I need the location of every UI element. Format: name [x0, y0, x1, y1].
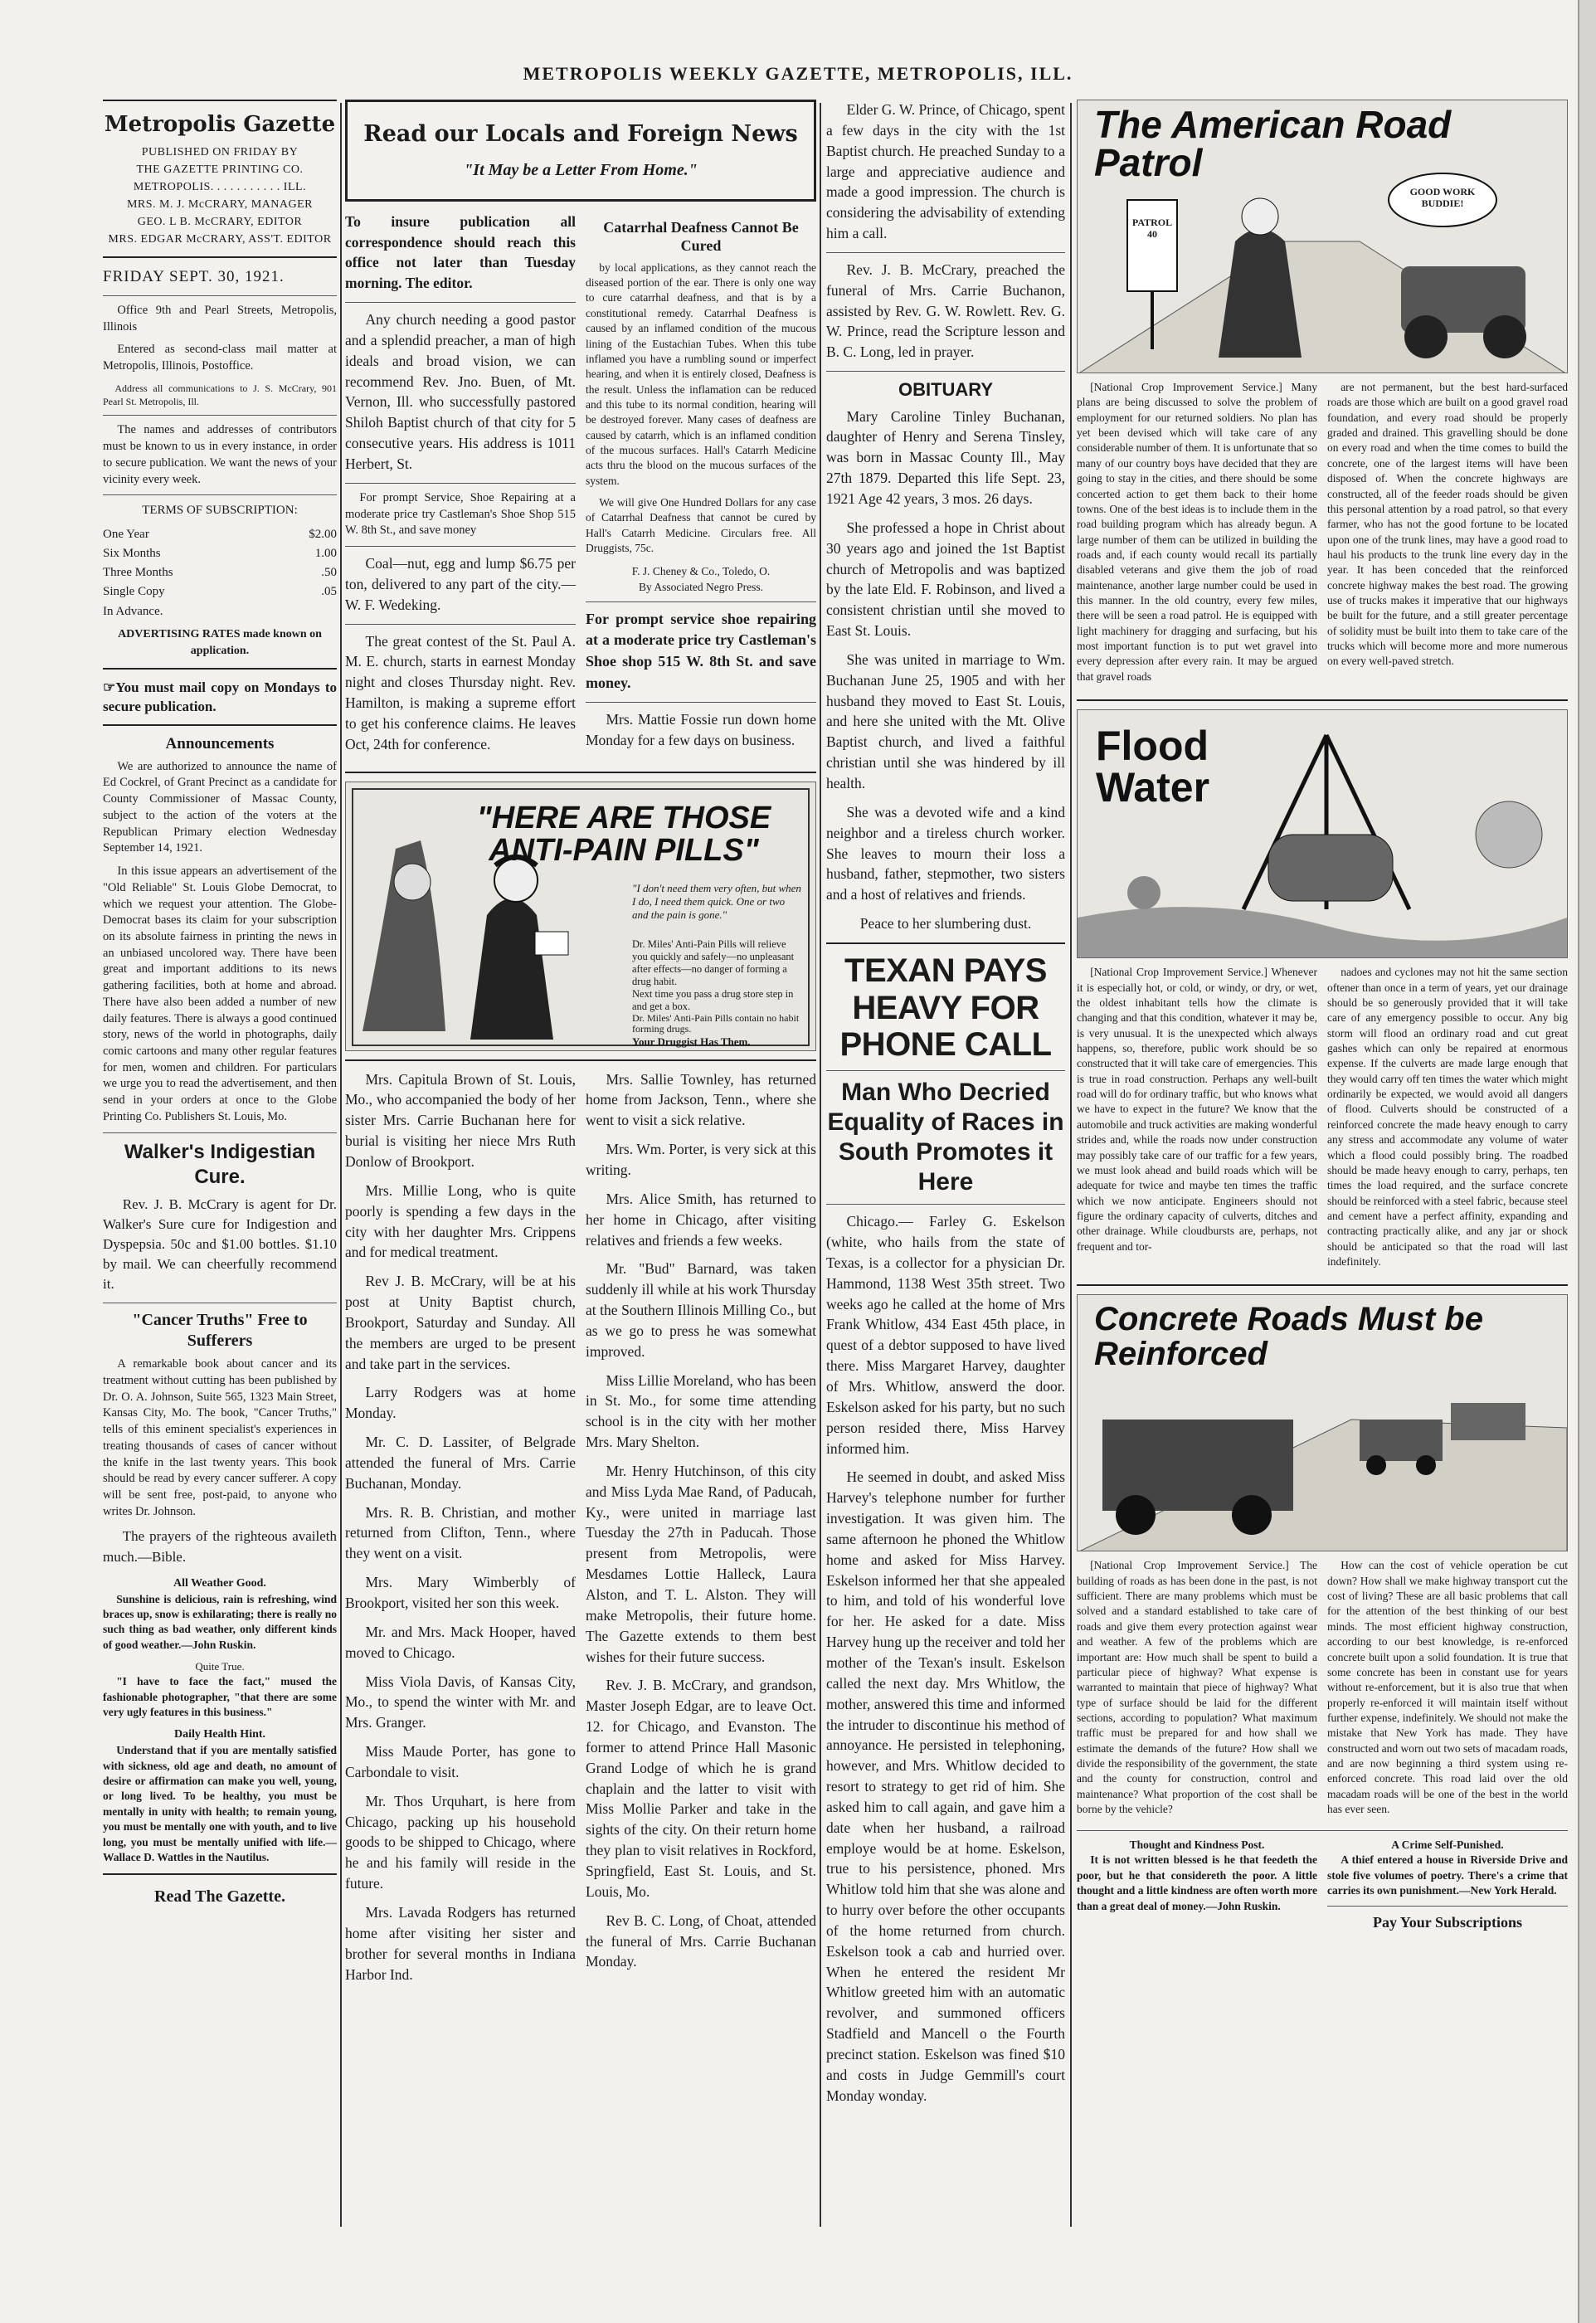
bottom-section — [1077, 1838, 1568, 1932]
term-label: Six Months — [103, 546, 161, 560]
local-item: Mrs. Lavada Rodgers has returned home after visiting her sister and brother for several months in Indiana Harbor Ind. — [345, 1903, 576, 1983]
texan-paragraph: He seemed in doubt, and asked Miss Harvey's telephone number for further investigation. It was given him. The same afternoon he phoned the Whitlow home and asked for Miss Harvey. Eskelson informed her that she appealed to him, and told of his wonderful love for her. He asked for a date. Miss Harvey hung up the receiver and told her mother of the Texan's insult. Eskelson called the next day. Mrs Whitlow, the mother, answered this time and informed the intruder to discontinue his method of annoyance. He persisted in telephoning, however, and Mrs. Whitlow decided to resort to strategy to get rid of him. She asked him to call again, and gave him a date when her husband, a railroad employe would be at home. Eskelson, true to his persistence, phoned. Mrs Whitlow told him that she was alone and to hurry over before the other occupants of the home returned from church. Eskelson took a cab and hurried over. When he entered the resident Mr Whitlow greeted him with an automatic revolver, and summoned officers Stadfield and Mancell o the Fourth precinct station. Eskelson was fined $10 and costs in Judge Gemmill's court Monday wonday. — [826, 1468, 1065, 2104]
coal-text: Coal—nut, egg and lump $6.75 per ton, delivered to any part of the city.—W. F. Wedeking. — [345, 555, 576, 613]
term-value: .05 — [321, 585, 337, 599]
cancer-text: A remarkable book about cancer and its treatment without cutting has been published by Dr. O. A. Johnson, Suite 565, 1323 Main Street, Kansas City, Mo. The book, "Cancer Truths," tells of this eminent specialist's experiences in treating thousands of cases of cancer without the knife in the last twenty years. This book should be read by every cancer sufferer. A copy will be sent free, post-paid, to anyone who writes Dr. Johnson. — [103, 1357, 337, 1518]
cancer-title: "Cancer Truths" Free to Sufferers — [132, 1311, 308, 1351]
thought-text: It is not written blessed is he that feedeth the poor, but he that considereth the poor. A little thought and a little kindness are often worth more than a great deal of money.—John Ruskin. — [1077, 1853, 1317, 1912]
term-label: Three Months — [103, 566, 173, 580]
local-item: Mr. and Mrs. Mack Hooper, haved moved to Chicago. — [345, 1623, 576, 1661]
local-item: Mrs. Millie Long, who is quite poorly is spending a few days in the city with her daughter Mrs. Crippens and for medical treatment. — [345, 1181, 576, 1261]
flood-text-a: [National Crop Improvement Service.] Whenever it is especially hot, or cold, or windy, or dry, or wet, the oldest inhabitant tells how the climate is changing and that this condition, whatever it may be, is very unusual. It is the unexpected which always happens, so, therefore, public work should be so constructed that it will take care of emergencies. This is true in road construction. Perhaps any well-built road will do for ordinary traffic, but who knows what we have to expect in the future? We know that the automobile and truck activities are making wonderful strides and, while the roads now under construction may possibly take care of our traffic for a few years, we must look ahead and build roads which will be adequate for twice and maybe ten times the traffic which we now anticipate. Engineers should not figure the ordinary capacity of culverts, ditches and other drainage. While cloudbursts are, perhaps, not frequent and tor- — [1077, 966, 1317, 1253]
concrete-text-b: How can the cost of vehicle operation be cut down? How shall we make highway transport cut the cost of living? These are all basic problems that call for the attention of the best thinking of our best minds. The most efficient highway construction, according to our best knowledge, is re-enforced concrete built upon a solid foundation. It is true that some concrete has been in constant use for years without re-enforcement, but it is also true that when properly re-enforced it will maintain itself without further expense, indefinitely. We should not make the mistake that New York has made. They have constructed and worn out two sets of macadam roads, and are now beginning a third system using re-enforced concrete. This road laid over the old macadam roads will be one of the best in the world has ever seen. — [1327, 1559, 1568, 1816]
pain-pills-next: Next time you pass a drug store step in and get a box. — [632, 987, 794, 1012]
texan-headline: TEXAN PAYS HEAVY FOR PHONE CALL — [839, 952, 1052, 1064]
obituary-paragraph: She professed a hope in Christ about 30 years ago and joined the 1st Baptist church of Metropolis and was baptized by the late Eld. F. Robinson, and lived a consistent christian until she moved to East St. Louis. — [826, 519, 1065, 640]
locals-section — [345, 1069, 816, 1994]
company-line: THE GAZETTE PRINTING CO. — [136, 163, 304, 176]
patrol-text-a: [National Crop Improvement Service.] Many plans are being discussed to solve the problem of employment for our returned soldiers. No plan has yet been devised which will take care of any considerable number of them. It is unfortunate that so many of our country boys have decided that they are going to stay in the cities, and there should be some concerted action to get them back to their home towns. One of the best ideas is to include them in the road building program which has already begun. A large number of them can be utilized in building the roads and, if each county would recall its partially disabled veterans and give them the job of road maintenance, another large number could be used in this manner. In the old country, every few miles, there will be seen a road patrol. He is equipped with light machinery for dragging and surfacing, but his most important function is to put wet gravel into every depression after every rain. It may be argued that gravel roads — [1077, 381, 1317, 683]
local-item: Miss Lillie Moreland, who has been in St. Mo., for some time attending school is in the city with her mother Mrs. Mary Shelton. — [586, 1371, 816, 1451]
column-rule — [1070, 103, 1072, 2227]
local-item: Mrs. Alice Smith, has returned to her home in Chicago, after visiting relatives and friends a few weeks. — [586, 1190, 816, 1249]
quite-true-title: Quite True. — [195, 1659, 245, 1673]
globe-democrat-text: In this issue appears an advertisement of the "Old Reliable" St. Louis Globe Democrat, to which we request your attention. The Globe-Democrat bases its claim for your subscription on its absolute fairness in printing the news in an unbiased uncolored way. There have been great and important additions to its news gathering facilities, both at home and abroad. There have also been added a number of new daily features. There is always a good continued story, news of the world in photographs, daily comic cartoons and many other regular features for men, women and children. For particulars we urge you to read the advertisement, and then send in your orders at once to the Globe Printing Co. Publishers St. Louis, Mo. — [103, 864, 337, 1123]
peace-line: Peace to her slumbering dust. — [859, 915, 1032, 933]
manager-line: MRS. M. J. McCRARY, MANAGER — [126, 197, 314, 211]
top-section — [345, 212, 816, 763]
crime-title: A Crime Self-Punished. — [1391, 1838, 1504, 1852]
insure-notice: To insure publication all correspondence should reach this office not later than Tuesday morning. The editor. — [345, 212, 576, 292]
fossie-text: Mrs. Mattie Fossie run down home Monday for a few days on business. — [586, 711, 816, 748]
concrete-roads-title: Concrete Roads Must be Reinforced — [1094, 1301, 1483, 1373]
locals-ad-title: Read our Locals and Foreign News — [363, 121, 798, 147]
entered-notice: Entered as second-class mail matter at Metropolis, Illinois, Postoffice. — [103, 343, 337, 373]
locals-ad-subtitle: "It May be a Letter From Home." — [464, 161, 698, 180]
patrol-sign: PATROL 40 — [1131, 217, 1173, 241]
speech-bubble: GOOD WORK BUDDIE! — [1409, 186, 1476, 209]
term-label: One Year — [103, 527, 149, 541]
health-title: Daily Health Hint. — [173, 1728, 266, 1741]
column-2 — [345, 100, 816, 2257]
road-patrol-title: The American Road Patrol — [1094, 103, 1452, 184]
asst-editor-line: MRS. EDGAR McCRARY, ASS'T. EDITOR — [108, 232, 332, 246]
contest-text: The great contest of the St. Paul A. M. E. church, starts in earnest Monday night and closes Thursday night. Rev. Hamilton, is making a supreme effort to get his conference claims. He leaves Oct, 24th for conference. — [345, 632, 576, 752]
issue-date: FRIDAY SEPT. 30, 1921. — [103, 267, 285, 285]
terms-row — [103, 582, 337, 601]
pain-pills-habit: Dr. Miles' Anti-Pain Pills contain no habit forming drugs. — [632, 1011, 800, 1035]
quite-true-text: "I have to face the fact," mused the fashionable photographer, "that there are some very ugly features in this business." — [103, 1675, 337, 1719]
negro-press: By Associated Negro Press. — [639, 580, 763, 593]
catarrh-offer: We will give One Hundred Dollars for any case of Catarrhal Deafness that cannot be cured by Hall's Catarrh Medicine. Circulars free. All Druggists, 75c. — [586, 496, 816, 555]
contributors-notice: The names and addresses of contributors must be known to us in every instance, in order to secure publication. We want the news of your vicinity every week. — [103, 423, 337, 486]
road-patrol-illustration — [1077, 100, 1568, 373]
term-value: .50 — [321, 566, 337, 580]
term-value — [270, 602, 337, 621]
pain-pills-sign: Your Druggist Has Them. — [632, 1035, 751, 1048]
local-item: Mrs. Wm. Porter, is very sick at this writing. — [586, 1141, 816, 1178]
terms-row — [103, 525, 337, 544]
texan-paragraph: Chicago.— Farley G. Eskelson (white, who hails from the state of Texas, is a collector for a physician Dr. Hammond, 1138 West 35th street. Two weeks ago he called at the home of Mrs Frank Whitlow, 434 East 45th place, in quest of a debtor supposed to have lived there. Miss Margaret Harvey, daughter of Mrs. Whitlow, answerd the door. Eskelson asked for his party, but no such person resided there, Miss Harvey informed him. — [826, 1213, 1065, 1457]
local-item: Mr. Henry Hutchinson, of this city and Miss Lyda Mae Rand, of Paducah, Ky., were united in marriage last Tuesday the 27th in Paducah. Those present from Metropolis, were Mesdames Lottie Halleck, Laura Alston, and T. L. Alston. They will make Metropolis, their future home. The Gazette extends to them best wishes for their future success. — [586, 1462, 816, 1665]
catarrh-text: by local applications, as they cannot reach the diseased portion of the ear. There is only one way to cure catarrhal deafness, and that is by a constitutional remedy. Catarrhal Deafness is caused by an inflamed condition of the mucous lining of the Eustachian Tubes. When this tube inflamed you have a rumbling sound or imperfect hearing, and when it is entirely closed, Deafness is the result. Unless the inflamation can be reduced and this tube to its normal condition, hearing will be destroyed forever. Many cases of deafness are caused by catarrh, which is an inflamed condition of the mucous surfaces. Hall's Catarrh Medicine acts thru the blood on the mucous surfaces of the system. — [586, 261, 816, 487]
church-text: Any church needing a good pastor and a splendid preacher, a man of high ideals and broad vision, we can recommend Rev. Jno. Buen, of Mt. Vernon, Ill. who successfully pastored Shiloh Baptist church of that city for 5 consecutive years. His address is 1011 Herbert, St. — [345, 311, 576, 472]
flood-water-text — [1077, 965, 1568, 1276]
terms-title: TERMS OF SUBSCRIPTION: — [142, 504, 298, 518]
road-patrol-text — [1077, 380, 1568, 691]
concrete-text-a: [National Crop Improvement Service.] The building of roads as has been done in the past, is not sufficient. There are many problems which must be solved and a standard established to take care of roads and give them every protection against wear and weather. A few of the problems which are important are: How much shall be spent to build a particular piece of highway? What expense is warranted to maintain that piece of highway? What type of surface should be laid for the different sections, according to population? What maximum traffic must be prepared for and how shall we estimate the demands of the future? How shall we divide the responsibility of the government, the state and the county for construction, control and maintenance? What proportion of the cost shall be borne by the vehicle? — [1077, 1559, 1317, 1816]
address-notice: Address all communications to J. S. McCrary, 901 Pearl St. Metropolis, Ill. — [103, 382, 337, 408]
catarrh-signature: F. J. Cheney & Co., Toledo, O. — [631, 564, 771, 577]
page-masthead: METROPOLIS WEEKLY GAZETTE, METROPOLIS, ILL. — [523, 63, 1073, 84]
weather-title: All Weather Good. — [173, 1576, 266, 1590]
shoe-repair-big: For prompt service shoe repairing at a moderate price try Castleman's Shoe shop 515 W. 8th St. and save money. — [586, 610, 816, 691]
local-item: Mrs. Capitula Brown of St. Louis, Mo., who accompanied the body of her sister Mrs. Carrie Buchanan here for burial is visiting her niece Mrs Ruth Donlow of Brookport. — [345, 1070, 576, 1170]
flood-water-illustration — [1077, 709, 1568, 958]
read-gazette: Read The Gazette. — [154, 1887, 285, 1907]
paper-name: Metropolis Gazette — [104, 112, 336, 137]
texan-subheadline: Man Who Decried Equality of Races in South Promotes it Here — [827, 1079, 1064, 1196]
local-item: Mr. "Bud" Barnard, was taken suddenly ill while at his work Thursday at the Southern Illinois Milling Co., but as we go to press he was somewhat improved. — [586, 1260, 816, 1360]
catarrh-title: Catarrhal Deafness Cannot Be Cured — [603, 218, 799, 255]
column-rule — [820, 103, 821, 2227]
local-item: Larry Rodgers was at home Monday. — [345, 1384, 576, 1422]
local-item: Mr. C. D. Lassiter, of Belgrade attended the funeral of Mrs. Carrie Buchanan, Monday. — [345, 1434, 576, 1492]
thought-title: Thought and Kindness Post. — [1129, 1838, 1265, 1852]
weather-text: Sunshine is delicious, rain is refreshing, wind braces up, snow is exhilarating; there is really no such thing as bad weather, only different kinds of good weather.—John Ruskin. — [103, 1592, 337, 1651]
published-line: PUBLISHED ON FRIDAY BY — [141, 145, 299, 158]
obituary-paragraph: Mary Caroline Tinley Buchanan, daughter of Henry and Serena Tinsley, was born in Massac County Ill., May 27th 1879. Departed this life Sept. 23, 1921 Age 42 years, 3 mos. 26 days. — [826, 407, 1065, 507]
local-item: Miss Maude Porter, has gone to Carbondale to visit. — [345, 1743, 576, 1780]
local-item: Rev B. C. Long, of Choat, attended the funeral of Mrs. Carrie Buchanan Monday. — [586, 1911, 816, 1970]
pain-pills-body: Dr. Miles' Anti-Pain Pills will relieve you quickly and safely—no unpleasant after effects—no danger of forming a drug habit. — [632, 937, 795, 987]
flood-text-b: nadoes and cyclones may not hit the same section oftener than once in a term of years, yet our drainage should be so generously provided that it will take care of any emergency possible to occur. Any big storm will flood an ordinary road and cut great gashes which can only be repaired at enormous expense. If the culverts are made large enough that they would carry off ten times the water which might ordinarily be expected, we would avoid all dangers of flood. Culverts should be constructed of a reinforced concrete the made heavy enough to carry any stress and accommodate any volume of water which a flood could possibly bring. The roadbed should be made heavy enough to carry, perhaps, ten times the load required, and the surface concrete should be reinforced with a steel fabric, because steel and cement have a perfect affinity, expanding and contracting practically alike, and any jar or shock should be anticipated so that the road will last indefinitely. — [1327, 966, 1568, 1269]
terms-row — [103, 544, 337, 563]
term-value: $2.00 — [309, 527, 337, 541]
local-item: Mrs. R. B. Christian, and mother returned from Clifton, Tenn., where they went on a visit. — [345, 1503, 576, 1562]
announcement-text: We are authorized to announce the name of Ed Cockrel, of Grant Precinct as a candidate for County Commissioner of Massac County, subject to the action of the voters at the Republican Primary election Wednesday September 14, 1921. — [103, 759, 337, 855]
pain-pills-quote: "I don't need them very often, but when I do, I need them quick. One or two and the pain is gone." — [632, 881, 801, 922]
prince-text: Elder G. W. Prince, of Chicago, spent a few days in the city with the 1st Baptist church. He preached Sunday to a large and appreciative audience and made a good impression. The church is considering the advisability of extending him a call. — [826, 101, 1065, 242]
place-line: METROPOLIS. . . . . . . . . . . ILL. — [133, 180, 307, 193]
health-text: Understand that if you are mentally satisfied with sickness, old age and death, no amount of desire or affirmation can make you well, young, or long lived. To be healthy, you must be mentally in unity with health; to remain young, you must be mentally one with youth, and to live long, you must be mentally unified with life.—Wallace D. Wattles in the Nautilus. — [103, 1744, 337, 1863]
local-item: Mrs. Mary Wimberbly of Brookport, visited her son this week. — [345, 1574, 576, 1611]
walker-text: Rev. J. B. McCrary is agent for Dr. Walker's Sure cure for Indigestion and Dyspepsia. 50c and $1.00 bottles. $1.10 by mail. We can cheerfully recommend it. — [103, 1196, 337, 1293]
mail-copy-notice: ☞You must mail copy on Mondays to secure publication. — [103, 679, 337, 714]
shoe-repair-small: For prompt Service, Shoe Repairing at a moderate price try Castleman's Shoe Shop 515 W. 8th St., and save money — [345, 490, 576, 538]
concrete-roads-text — [1077, 1558, 1568, 1824]
term-label: In Advance. — [103, 604, 163, 618]
anti-pain-pills-ad — [345, 782, 816, 1051]
flood-water-title: Flood Water — [1096, 723, 1210, 811]
obituary-paragraph: She was a devoted wife and a kind neighbor and a tireless church worker. She leaves to mourn their loss a husband, father, stepmother, two sisters and a host of relatives and friends. — [826, 803, 1065, 903]
locals-ad-box — [345, 100, 816, 202]
pay-subscriptions: Pay Your Subscriptions — [1372, 1913, 1523, 1931]
funeral-text: Rev. J. B. McCrary, preached the funeral of Mrs. Carrie Buchanon, assisted by Rev. G. W. Rowlett. Rev. G. W. Prince, read the Scripture lesson and B. C. Long, led in prayer. — [826, 261, 1065, 361]
prayers-text: The prayers of the righteous availeth much.—Bible. — [103, 1528, 337, 1565]
obituary-title: OBITUARY — [898, 379, 994, 401]
column-4 — [1077, 100, 1568, 2257]
patrol-text-b: are not permanent, but the best hard-surfaced roads are those which are built on a good gravel road foundation, and every road should be properly graded and drained. This gravelling should be done on every road and when the time comes to build the concrete, one of the largest items will have been disposed of. When the concrete highways are constructed, all of the feeder roads should be given this personal attention by a road patrol, so that every farmer, who has not the good fortune to be located upon one of the trunk lines, may have a good road to haul his products to the trunk line every day in the year. It has been conceded that the reinforced concrete highway makes the best road. The growing use of trucks makes it imperative that our highways be built for the future, and a still greater percentage of solidity must be built into them to take care of the trucks which will become more and more numerous on every well-paved stretch. — [1327, 381, 1568, 668]
announcements-title: Announcements — [165, 735, 275, 752]
advertising-rates: ADVERTISING RATES made known on application. — [118, 628, 322, 657]
office-address: Office 9th and Pearl Streets, Metropolis, Illinois — [103, 303, 337, 334]
concrete-roads-illustration — [1077, 1294, 1568, 1551]
obituary-paragraph: She was united in marriage to Wm. Buchanan June 25, 1905 and with her husband they moved to East St. Louis, and here she united with the Mt. Olive Baptist church, and lived a faithful christian until she was hindered by ill health. — [826, 650, 1065, 791]
local-item: Rev J. B. McCrary, will be at his post at Unity Baptist church, Brookport, Saturday and Sunday. All the members are urged to be present and take part in the services. — [345, 1273, 576, 1372]
walker-title: Walker's Indigestian Cure. — [124, 1140, 316, 1188]
terms-row — [103, 602, 337, 621]
crime-text: A thief entered a house in Riverside Drive and stole five volumes of poetry. There's a crime that carries its own punishment.—New York Herald. — [1327, 1853, 1568, 1897]
pain-pills-title: "HERE ARE THOSE ANTI-PAIN PILLS" — [476, 800, 771, 869]
editor-line: GEO. L B. McCRARY, EDITOR — [137, 215, 303, 228]
terms-row — [103, 563, 337, 582]
local-item: Mr. Thos Urquhart, is here from Chicago, packing up his household goods to be shipped to Chicago, where he and his family will reside in the future. — [345, 1792, 576, 1892]
local-item: Rev. J. B. McCrary, and grandson, Master Joseph Edgar, are to leave Oct. 12. for Chicago, and Evanston. The former to attend Prince Hall Masonic Grand Lodge of which he is grand chaplain and the latter to visit with Miss Mollie Parker and take in the sights of the city. On their return home they plan to visit relatives in Rockford, Springfield, East St. Louis, and St. Louis, Mo. — [586, 1677, 816, 1900]
local-item: Mrs. Sallie Townley, has returned home from Jackson, Tenn., where she went to visit a sick relative. — [586, 1070, 816, 1129]
term-value: 1.00 — [314, 546, 337, 560]
terms-table — [103, 525, 337, 621]
term-label: Single Copy — [103, 585, 165, 599]
column-3 — [826, 100, 1065, 2257]
page-edge — [1578, 0, 1596, 2323]
local-item: Miss Viola Davis, of Kansas City, Mo., to spend the winter with Mr. and Mrs. Granger. — [345, 1673, 576, 1731]
column-rule — [340, 103, 342, 2227]
column-1 — [103, 100, 337, 2257]
